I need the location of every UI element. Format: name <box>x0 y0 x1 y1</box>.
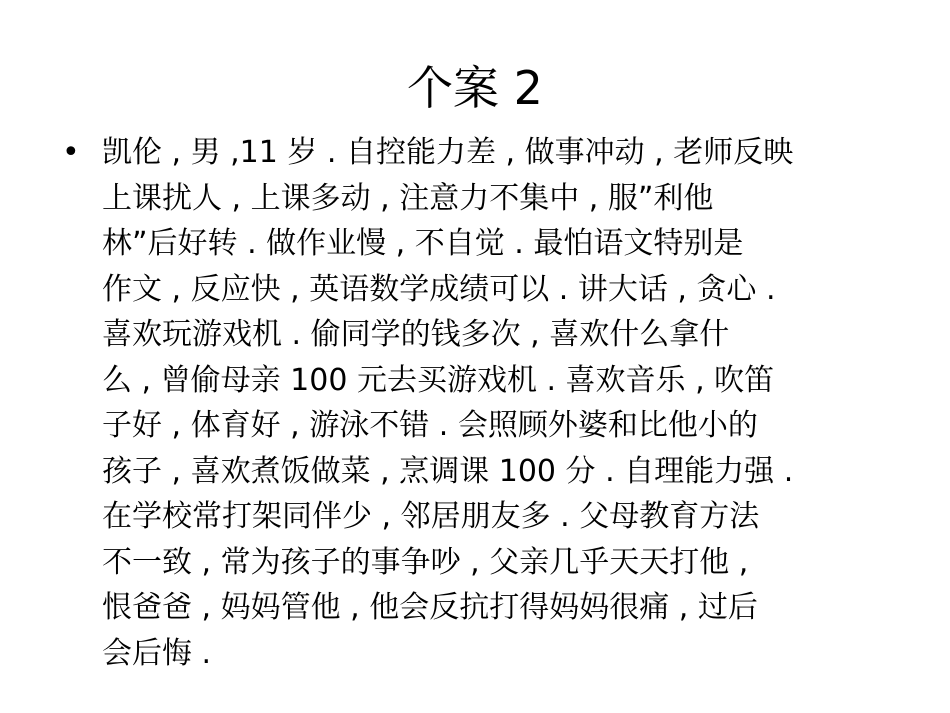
text-line: 么 , 曾偷母亲 100 元去买游戏机 . 喜欢音乐 , 吹笛 <box>102 362 775 398</box>
text-line: 凯伦 , 男 ,11 岁 . 自控能力差 , 做事冲动 , 老师反映 <box>102 135 794 170</box>
slide-title: 个案 2 <box>407 61 543 115</box>
bullet-dot-icon: • <box>62 135 80 170</box>
bullet-item <box>62 130 912 676</box>
text-line: 作文 , 反应快 , 英语数学成绩可以 . 讲大话 , 贪心 . <box>102 271 776 307</box>
text-line: 喜欢玩游戏机 . 偷同学的钱多次 , 喜欢什么拿什 <box>102 317 730 352</box>
text-line: 上课扰人 , 上课多动 , 注意力不集中 , 服”利他 <box>102 180 714 216</box>
text-line: 孩子 , 喜欢煮饭做菜 , 烹调课 100 分 . 自理能力强 . <box>102 453 794 489</box>
text-line: 子好 , 体育好 , 游泳不错 . 会照顾外婆和比他小的 <box>102 408 758 443</box>
bullet-text <box>102 130 908 676</box>
text-line: 不一致 , 常为孩子的事争吵 , 父亲几乎天天打他 , <box>102 544 749 580</box>
text-line: 在学校常打架同伴少 , 邻居朋友多 . 父母教育方法 <box>102 499 760 534</box>
text-line: 会后悔 . <box>102 635 212 671</box>
text-line: 林”后好转 . 做作业慢 , 不自觉 . 最怕语文特别是 <box>102 226 744 261</box>
text-line: 恨爸爸 , 妈妈管他 , 他会反抗打得妈妈很痛 , 过后 <box>102 590 758 625</box>
